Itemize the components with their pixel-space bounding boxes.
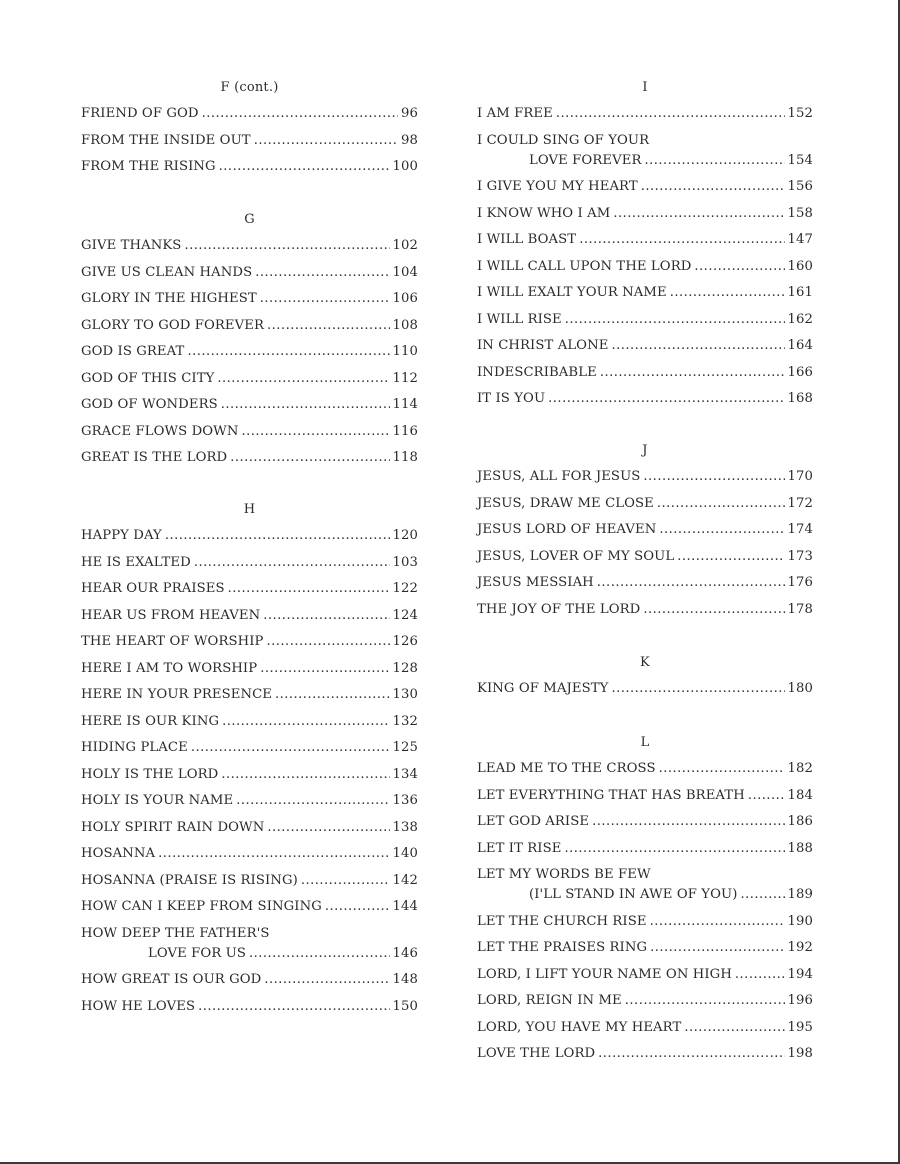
dot-leader	[684, 1020, 784, 1036]
entry-page-number: 136	[392, 793, 418, 808]
entry-page-number: 132	[392, 713, 418, 729]
index-entry[interactable]	[477, 602, 813, 618]
entry-page-number: 166	[787, 364, 813, 380]
entry-title: INDESCRIBABLE	[477, 364, 597, 380]
index-entry[interactable]	[81, 424, 418, 440]
index-entry[interactable]	[477, 814, 813, 830]
entry-page-number: 160	[787, 258, 813, 274]
entry-page-number: 180	[787, 681, 813, 696]
index-entry[interactable]	[477, 179, 813, 195]
dot-leader	[548, 391, 784, 407]
index-entry[interactable]	[477, 312, 813, 328]
dot-leader	[641, 179, 785, 195]
index-entry[interactable]	[81, 608, 418, 624]
entry-page-number: 124	[392, 607, 418, 623]
entry-page-number: 178	[787, 601, 813, 617]
dot-leader	[677, 549, 784, 565]
index-entry[interactable]	[477, 914, 813, 930]
dot-leader	[611, 681, 784, 697]
entry-page-number: 146	[392, 945, 418, 961]
entry-page-number: 196	[787, 993, 813, 1008]
entry-page-number: 156	[787, 179, 813, 194]
dot-leader	[254, 133, 398, 149]
index-entry[interactable]	[477, 1046, 813, 1062]
entry-page-number: 174	[787, 522, 813, 537]
entry-title: HOW CAN I KEEP FROM SINGING	[81, 899, 322, 914]
entry-page-number: 188	[787, 840, 813, 856]
entry-page-number: 125	[392, 740, 418, 755]
dot-leader	[264, 972, 389, 988]
entry-title: I WILL CALL UPON THE LORD	[477, 258, 692, 274]
entry-page-number: 148	[392, 972, 418, 987]
entry-title: JESUS MESSIAH	[477, 575, 594, 590]
dot-leader	[643, 469, 784, 485]
entry-title: IN CHRIST ALONE	[477, 338, 609, 353]
dot-leader	[325, 899, 390, 915]
dot-leader	[187, 344, 389, 360]
entry-page-number: 102	[392, 238, 418, 253]
section-letter: F (cont.)	[220, 80, 279, 95]
entry-page-number: 186	[787, 814, 813, 829]
section-letter: I	[642, 80, 648, 95]
entry-page-number: 122	[392, 581, 418, 596]
index-entry[interactable]	[477, 496, 813, 512]
index-entry[interactable]	[81, 159, 418, 175]
index-entry[interactable]	[477, 867, 813, 903]
index-entry[interactable]	[81, 581, 418, 597]
dot-leader	[694, 259, 784, 275]
entry-title: GOD IS GREAT	[81, 344, 185, 359]
entry-page-number: 182	[787, 761, 813, 776]
dot-leader	[644, 153, 784, 169]
index-entry[interactable]	[81, 634, 418, 650]
index-entry[interactable]	[81, 661, 418, 677]
index-entry[interactable]	[81, 740, 418, 756]
dot-leader	[735, 967, 785, 983]
index-entry[interactable]	[81, 528, 418, 544]
entry-title: IT IS YOU	[477, 391, 546, 406]
index-entry[interactable]	[477, 469, 813, 485]
index-entry[interactable]	[81, 371, 418, 387]
entry-page-number: 134	[392, 766, 418, 782]
entry-page-number: 106	[392, 291, 418, 306]
entry-title: GLORY IN THE HIGHEST	[81, 291, 257, 306]
entry-title: HE IS EXALTED	[81, 554, 191, 570]
entry-page-number: 158	[787, 205, 813, 221]
index-entry[interactable]	[477, 575, 813, 591]
index-entry[interactable]	[81, 873, 418, 889]
entry-title: HOLY IS YOUR NAME	[81, 793, 234, 808]
dot-leader	[255, 265, 389, 281]
entry-title: JESUS, DRAW ME CLOSE	[477, 495, 654, 511]
entry-title: GIVE THANKS	[81, 238, 182, 253]
index-entry[interactable]	[477, 761, 813, 777]
entry-title: LOVE THE LORD	[477, 1046, 596, 1061]
entry-title: LET IT RISE	[477, 840, 562, 856]
entry-page-number: 140	[392, 846, 418, 861]
section-letter: G	[244, 212, 255, 227]
index-entry[interactable]	[477, 940, 813, 956]
entry-page-number: 154	[787, 152, 813, 168]
entry-page-number: 161	[787, 285, 813, 300]
index-entry[interactable]	[477, 788, 813, 804]
entry-title: LET EVERYTHING THAT HAS BREATH	[477, 787, 745, 803]
section-letter: J	[642, 443, 648, 458]
index-entry[interactable]	[81, 972, 418, 988]
entry-page-number: 98	[401, 132, 418, 148]
entry-title: HERE IN YOUR PRESENCE	[81, 687, 273, 702]
entry-title: I KNOW WHO I AM	[477, 205, 611, 221]
entry-title: I WILL BOAST	[477, 232, 577, 247]
entry-page-number: 176	[787, 575, 813, 590]
entry-page-number: 96	[401, 106, 418, 121]
index-entry[interactable]	[81, 265, 418, 281]
dot-leader	[275, 687, 390, 703]
entry-title: LET MY WORDS BE FEW	[477, 867, 651, 882]
index-entry[interactable]	[477, 681, 813, 697]
entry-title: THE JOY OF THE LORD	[477, 601, 641, 617]
entry-title: HAPPY DAY	[81, 528, 162, 543]
dot-leader	[217, 371, 389, 387]
entry-title: JESUS LORD OF HEAVEN	[477, 522, 657, 537]
dot-leader	[643, 602, 784, 618]
entry-title: GRACE FLOWS DOWN	[81, 423, 239, 439]
dot-leader	[236, 793, 389, 809]
index-entry[interactable]	[81, 450, 418, 466]
index-entry[interactable]	[477, 549, 813, 565]
entry-title-continuation: (I'LL STAND IN AWE OF YOU)	[529, 887, 738, 902]
index-entry[interactable]	[477, 391, 813, 407]
dot-leader	[657, 496, 785, 512]
entry-title: JESUS, LOVER OF MY SOUL	[477, 548, 675, 564]
dot-leader	[650, 940, 784, 956]
entry-page-number: 130	[392, 687, 418, 702]
dot-leader	[219, 159, 390, 175]
entry-title: LET THE CHURCH RISE	[477, 913, 647, 929]
entry-page-number: 103	[392, 554, 418, 570]
entry-title: HERE IS OUR KING	[81, 713, 220, 729]
entry-page-number: 173	[787, 548, 813, 564]
entry-title: HOSANNA	[81, 846, 156, 861]
section-letter: K	[640, 655, 650, 670]
index-entry[interactable]	[477, 232, 813, 248]
entry-page-number: 164	[787, 338, 813, 353]
dot-leader	[198, 999, 389, 1015]
dot-leader	[670, 285, 785, 301]
dot-leader	[740, 887, 784, 903]
index-entry[interactable]	[81, 820, 418, 836]
dot-leader	[249, 946, 390, 962]
index-entry[interactable]	[477, 365, 813, 381]
entry-page-number: 172	[787, 495, 813, 511]
entry-title: HEAR US FROM HEAVEN	[81, 607, 261, 623]
index-entry[interactable]	[477, 259, 813, 275]
entry-title-continuation: LOVE FOREVER	[529, 152, 642, 168]
section-letter: H	[243, 502, 256, 517]
entry-title-continuation: LOVE FOR US	[148, 945, 247, 961]
entry-page-number: 110	[392, 344, 418, 359]
entry-page-number: 190	[787, 913, 813, 929]
entry-title: FROM THE INSIDE OUT	[81, 132, 251, 148]
entry-page-number: 114	[392, 397, 418, 412]
dot-leader	[598, 1046, 784, 1062]
entry-title: HOLY SPIRIT RAIN DOWN	[81, 819, 265, 835]
dot-leader	[267, 820, 389, 836]
index-entry[interactable]	[81, 133, 418, 149]
entry-title: LET GOD ARISE	[477, 814, 590, 829]
entry-title: LEAD ME TO THE CROSS	[477, 761, 656, 776]
entry-title: LORD, YOU HAVE MY HEART	[477, 1019, 682, 1035]
entry-page-number: 112	[392, 370, 418, 386]
entry-page-number: 168	[787, 391, 813, 406]
entry-title: JESUS, ALL FOR JESUS	[477, 469, 641, 484]
entry-title: HOW HE LOVES	[81, 998, 196, 1014]
entry-page-number: 184	[787, 787, 813, 803]
entry-page-number: 100	[392, 159, 418, 174]
dot-leader	[301, 873, 390, 889]
dot-leader	[267, 318, 389, 334]
entry-page-number: 152	[787, 106, 813, 121]
entry-page-number: 147	[787, 232, 813, 247]
entry-page-number: 162	[787, 311, 813, 327]
entry-page-number: 150	[392, 998, 418, 1014]
index-entry[interactable]	[81, 926, 418, 962]
dot-leader	[611, 338, 784, 354]
entry-page-number: 144	[392, 899, 418, 914]
dot-leader	[748, 788, 785, 804]
dot-leader	[579, 232, 784, 248]
entry-page-number: 126	[392, 634, 418, 649]
index-entry[interactable]	[477, 1020, 813, 1036]
index-entry[interactable]	[81, 397, 418, 413]
dot-leader	[565, 312, 785, 328]
entry-title: I WILL EXALT YOUR NAME	[477, 285, 667, 300]
entry-title: LORD, REIGN IN ME	[477, 993, 622, 1008]
entry-title: I AM FREE	[477, 106, 553, 121]
dot-leader	[263, 608, 389, 624]
dot-leader	[650, 914, 785, 930]
dot-leader	[564, 841, 784, 857]
dot-leader	[556, 106, 785, 122]
index-entry[interactable]	[81, 899, 418, 915]
entry-page-number: 189	[787, 887, 813, 902]
entry-title: GOD OF WONDERS	[81, 397, 218, 412]
dot-leader	[260, 291, 390, 307]
entry-title: HOW DEEP THE FATHER'S	[81, 925, 270, 941]
dot-leader	[230, 450, 389, 466]
entry-title: GOD OF THIS CITY	[81, 370, 215, 386]
dot-leader	[221, 767, 389, 783]
index-entry[interactable]	[81, 344, 418, 360]
index-entry[interactable]	[477, 106, 813, 122]
entry-title: LORD, I LIFT YOUR NAME ON HIGH	[477, 966, 732, 982]
index-entry[interactable]	[477, 841, 813, 857]
dot-leader	[194, 555, 390, 571]
index-entry[interactable]	[477, 206, 813, 222]
index-entry[interactable]	[477, 522, 813, 538]
entry-title: GLORY TO GOD FOREVER	[81, 317, 265, 333]
entry-page-number: 192	[787, 940, 813, 955]
dot-leader	[222, 714, 389, 730]
index-entry[interactable]	[81, 999, 418, 1015]
entry-title: I COULD SING OF YOUR	[477, 132, 650, 148]
entry-title: FRIEND OF GOD	[81, 106, 199, 121]
index-entry[interactable]	[477, 133, 813, 169]
entry-title: HIDING PLACE	[81, 740, 188, 755]
entry-title: KING OF MAJESTY	[477, 681, 609, 696]
entry-page-number: 116	[392, 423, 418, 439]
entry-title: HEAR OUR PRAISES	[81, 581, 225, 596]
entry-title: HERE I AM TO WORSHIP	[81, 660, 258, 676]
section-letter: L	[640, 735, 650, 750]
entry-page-number: 195	[787, 1019, 813, 1035]
entry-page-number: 194	[787, 966, 813, 982]
dot-leader	[613, 206, 784, 222]
entry-page-number: 142	[392, 872, 418, 888]
dot-leader	[267, 634, 390, 650]
entry-title: GREAT IS THE LORD	[81, 450, 228, 465]
dot-leader	[241, 424, 389, 440]
index-entry[interactable]	[477, 993, 813, 1009]
entry-title: I GIVE YOU MY HEART	[477, 179, 638, 194]
dot-leader	[597, 575, 785, 591]
index-entry[interactable]	[81, 106, 418, 122]
entry-title: GIVE US CLEAN HANDS	[81, 264, 253, 280]
entry-page-number: 198	[787, 1046, 813, 1061]
entry-page-number: 118	[392, 450, 418, 465]
dot-leader	[228, 581, 390, 597]
index-entry[interactable]	[81, 318, 418, 334]
entry-page-number: 108	[392, 317, 418, 333]
index-entry[interactable]	[81, 555, 418, 571]
entry-title: THE HEART OF WORSHIP	[81, 634, 264, 649]
entry-page-number: 120	[392, 528, 418, 543]
index-entry[interactable]	[81, 238, 418, 254]
index-entry[interactable]	[81, 846, 418, 862]
index-entry[interactable]	[81, 714, 418, 730]
entry-title: HOSANNA (PRAISE IS RISING)	[81, 872, 298, 888]
entry-page-number: 138	[392, 819, 418, 835]
dot-leader	[184, 238, 389, 254]
index-entry[interactable]	[81, 291, 418, 307]
dot-leader	[221, 397, 390, 413]
dot-leader	[260, 661, 389, 677]
index-entry[interactable]	[81, 767, 418, 783]
entry-title: LET THE PRAISES RING	[477, 940, 648, 955]
dot-leader	[600, 365, 785, 381]
entry-title: HOW GREAT IS OUR GOD	[81, 972, 262, 987]
index-entry[interactable]	[477, 338, 813, 354]
dot-leader	[659, 761, 785, 777]
dot-leader	[191, 740, 390, 756]
entry-title: I WILL RISE	[477, 311, 562, 327]
dot-leader	[165, 528, 390, 544]
entry-page-number: 128	[392, 660, 418, 676]
index-entry[interactable]	[81, 687, 418, 703]
dot-leader	[659, 522, 784, 538]
dot-leader	[592, 814, 784, 830]
entry-page-number: 170	[787, 469, 813, 484]
entry-title: HOLY IS THE LORD	[81, 766, 219, 782]
entry-page-number: 104	[392, 264, 418, 280]
index-entry[interactable]	[81, 793, 418, 809]
dot-leader	[202, 106, 398, 122]
entry-title: FROM THE RISING	[81, 159, 216, 174]
dot-leader	[625, 993, 785, 1009]
index-entry[interactable]	[477, 967, 813, 983]
index-entry[interactable]	[477, 285, 813, 301]
dot-leader	[158, 846, 389, 862]
